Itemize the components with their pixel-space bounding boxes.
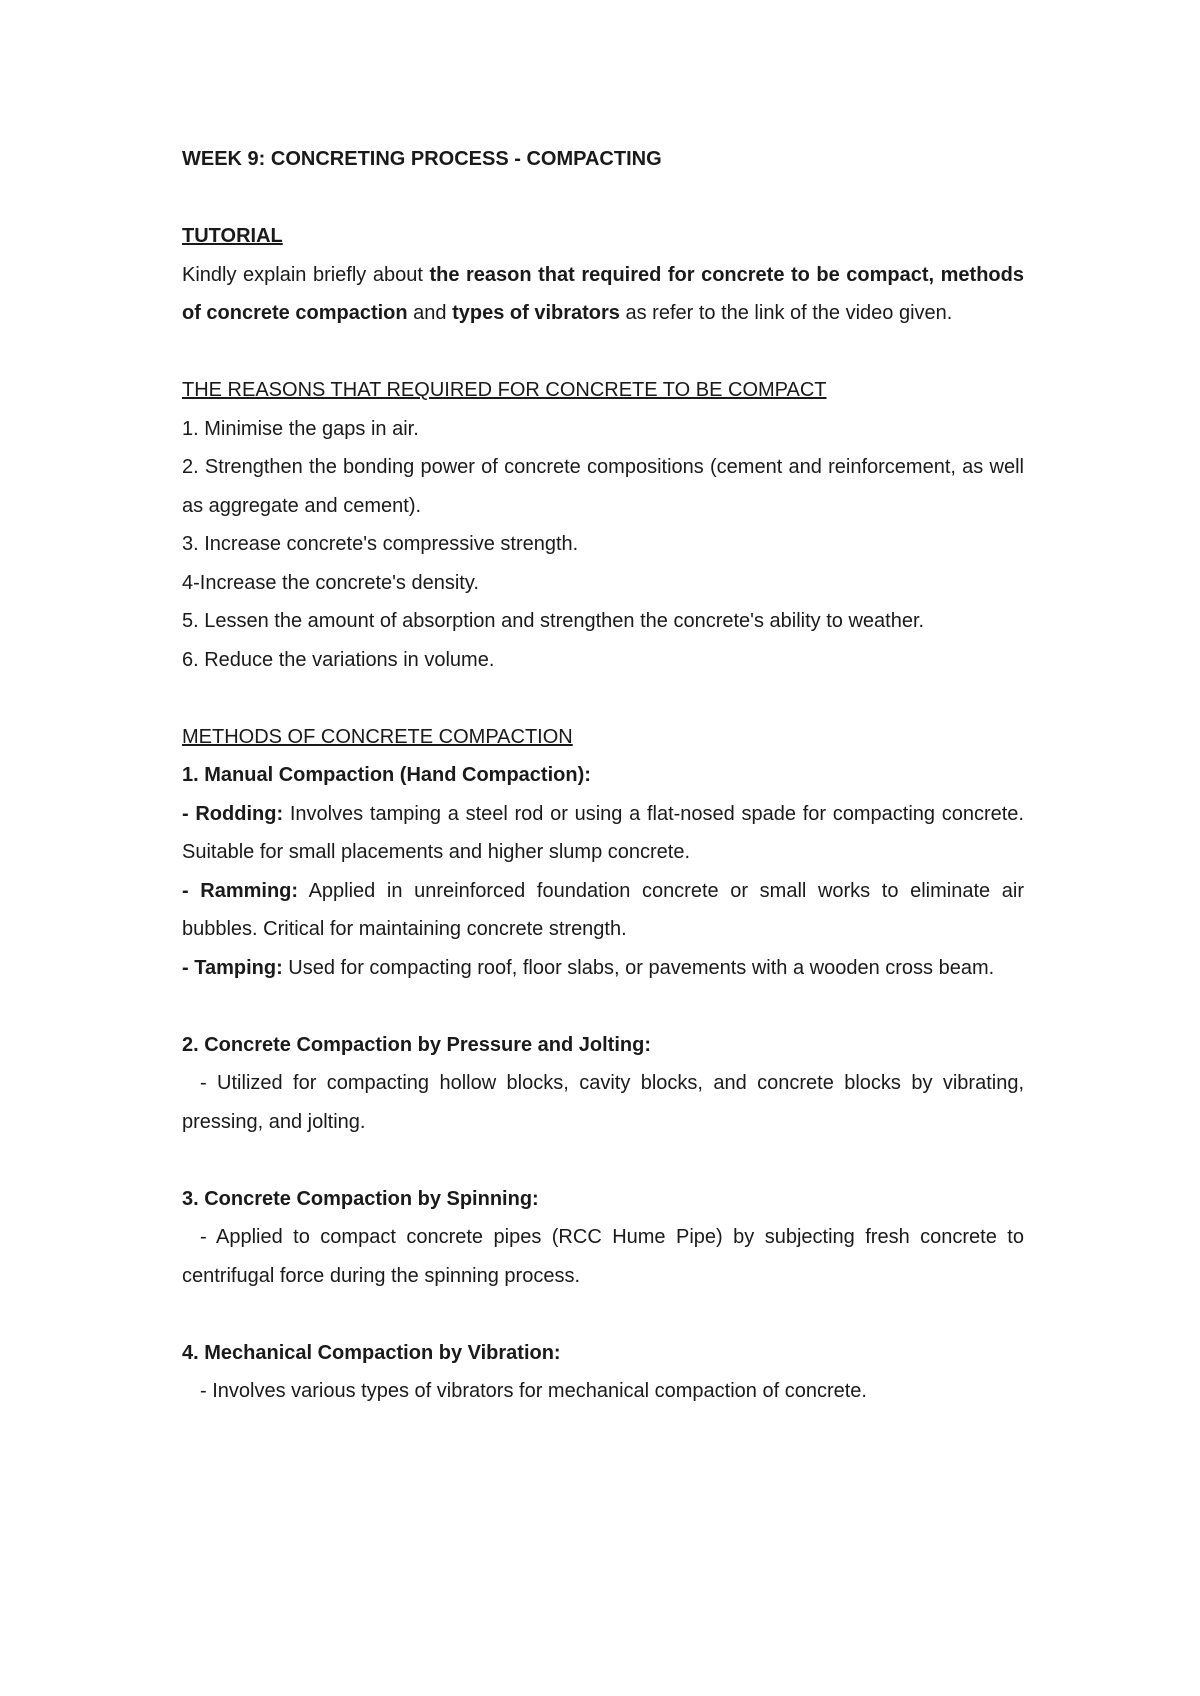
tutorial-paragraph [182,256,1024,333]
reasons-heading: THE REASONS THAT REQUIRED FOR CONCRETE TO BE COMPACT [182,379,827,401]
reason-item: 2. Strengthen the bonding power of concrete compositions (cement and reinforcement, as well as aggregate and cement). [182,456,1024,517]
vibration-compaction-text: - Involves various types of vibrators for mechanical compaction of concrete. [200,1380,867,1402]
manual-compaction-title: 1. Manual Compaction (Hand Compaction): [182,764,591,786]
ramming-text: Applied in unreinforced foundation concrete or small works to eliminate air bubbles. Critical for maintaining concrete strength. [182,879,1024,940]
spinning-compaction-title: 3. Concrete Compaction by Spinning: [182,1187,539,1210]
methods-heading: METHODS OF CONCRETE COMPACTION [182,725,573,748]
reason-item: 5. Lessen the amount of absorption and strengthen the concrete's ability to weather. [182,610,925,632]
reason-item: 6. Reduce the variations in volume. [182,648,495,671]
spacer [182,179,1024,218]
document-body [182,140,1024,1411]
spacer [182,987,1024,1026]
tutorial-heading: TUTORIAL [182,225,283,247]
tutorial-intro-3: as refer to the link of the video given. [619,302,953,324]
tamping-item [182,949,1024,988]
spacer [182,1295,1024,1334]
tamping-label: - Tamping: [182,956,283,979]
rodding-item [182,795,1024,872]
spinning-compaction-text: - Applied to compact concrete pipes (RCC Hume Pipe) by subjecting fresh concrete to centrifugal force during the spinning process. [182,1226,1024,1287]
pressure-compaction-title: 2. Concrete Compaction by Pressure and Jolting: [182,1033,651,1056]
tutorial-intro-2: and [407,302,453,324]
ramming-item [182,872,1024,949]
tamping-text: Used for compacting roof, floor slabs, or pavements with a wooden cross beam. [282,956,995,979]
spacer [182,679,1024,718]
spacer [182,1141,1024,1180]
reason-item: 1. Minimise the gaps in air. [182,417,419,440]
reason-item: 3. Increase concrete's compressive strength. [182,533,579,555]
tutorial-bold-2: types of vibrators [452,302,620,324]
vibration-compaction-title: 4. Mechanical Compaction by Vibration: [182,1341,561,1364]
tutorial-bold-1: the reason that required for concrete to be compact, methods of concrete compaction [182,263,1024,324]
ramming-label: - Ramming: [182,879,299,902]
tutorial-intro-1: Kindly explain briefly about [182,263,430,286]
pressure-compaction-text: - Utilized for compacting hollow blocks, cavity blocks, and concrete blocks by vibrating, pressing, and jolting. [182,1072,1024,1133]
rodding-text: Involves tamping a steel rod or using a flat-nosed spade for compacting concrete. Suitable for small placements and higher slump concrete. [182,802,1024,863]
reason-item: 4-Increase the concrete's density. [182,571,479,594]
page-title: WEEK 9: CONCRETING PROCESS - COMPACTING [182,148,662,170]
spacer [182,333,1024,372]
rodding-label: - Rodding: [182,802,284,825]
